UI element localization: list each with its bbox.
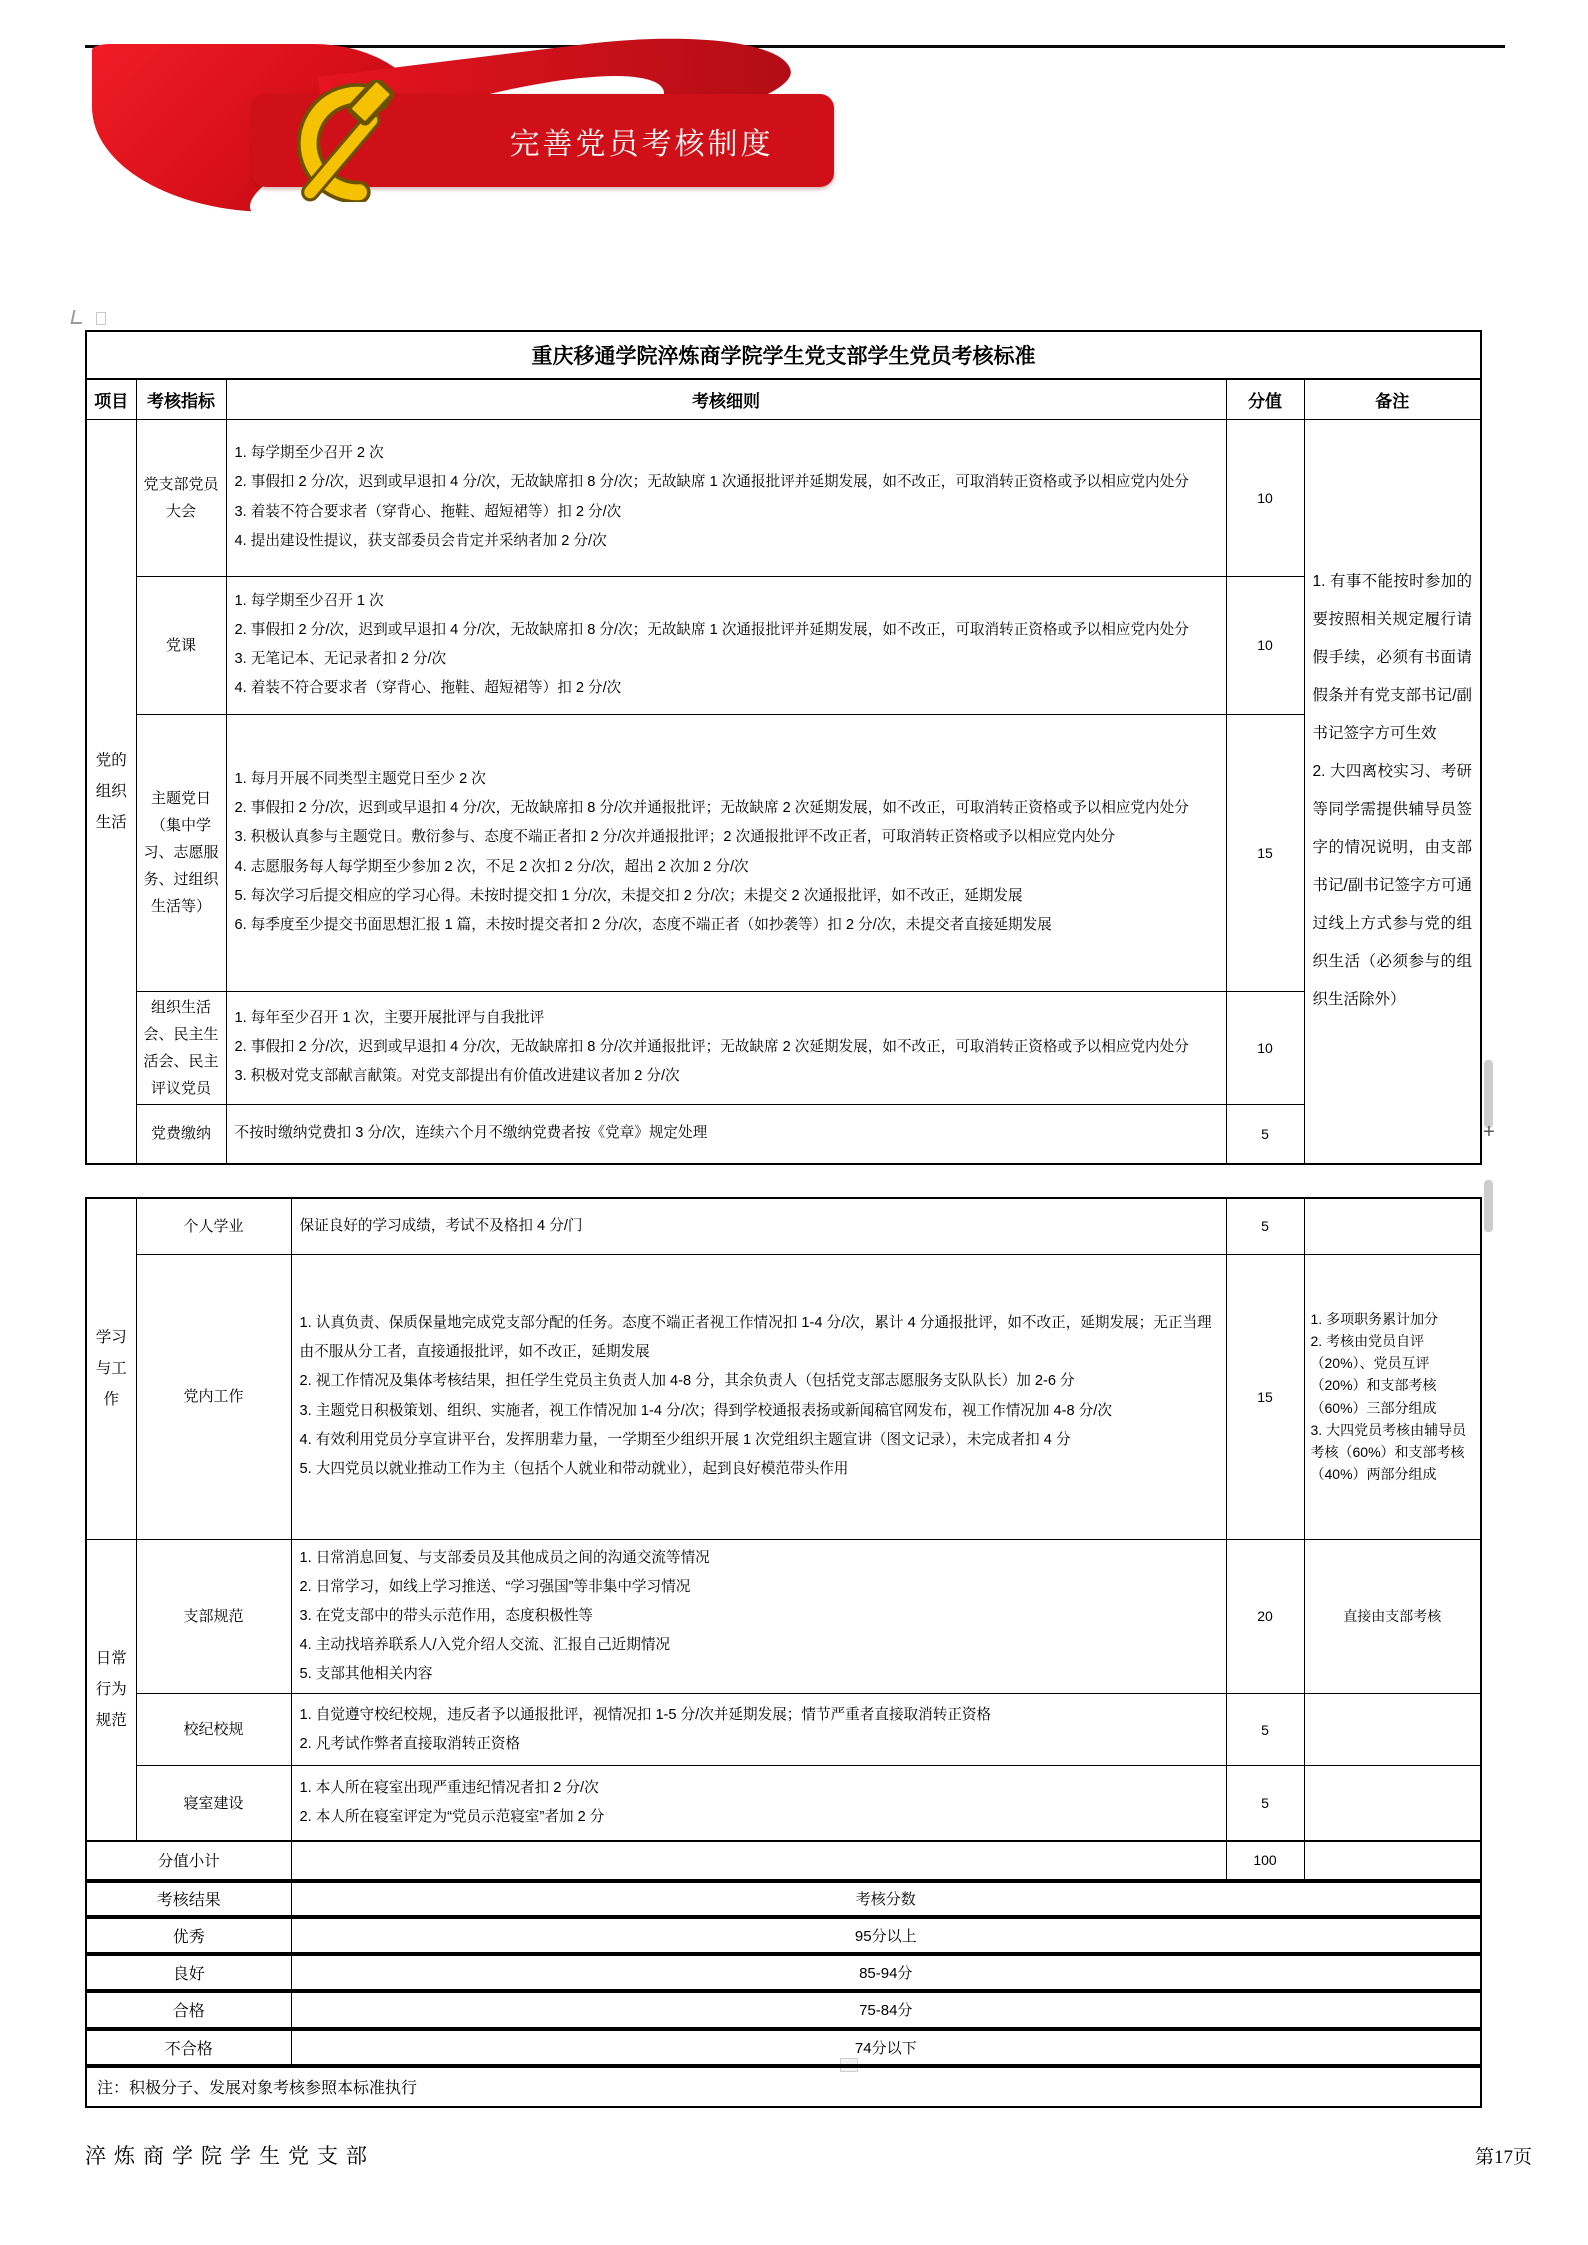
score-value: 10 <box>1226 419 1304 576</box>
grade-label: 良好 <box>86 1954 291 1991</box>
grade-value: 考核分数 <box>291 1881 1481 1917</box>
indicator-label: 组织生活会、民主生活会、民主评议党员 <box>136 991 226 1104</box>
table-row <box>86 1254 1481 1539</box>
row-remark <box>1304 1254 1481 1539</box>
text-line: 3. 在党支部中的带头示范作用，态度积极性等 <box>299 1607 594 1624</box>
score-value: 15 <box>1226 714 1304 991</box>
grade-value: 74分以下 <box>291 2029 1481 2066</box>
row-remark <box>1304 1539 1481 1694</box>
text-line: 3. 着装不符合要求者（穿背心、拖鞋、超短裙等）扣 2 分/次 <box>234 503 622 520</box>
footer-page-number: 第17页 <box>1474 2147 1532 2168</box>
text-line: 2. 凡考试作弊者直接取消转正资格 <box>299 1735 521 1752</box>
header-detail: 考核细则 <box>226 379 1226 419</box>
subtotal-detail <box>291 1841 1226 1881</box>
text-line: 2. 事假扣 2 分/次，迟到或早退扣 4 分/次，无故缺席扣 8 分/次并通报批评；无故缺席 2 次延期发展，如不改正，可取消转正资格或予以相应党内处分 <box>234 800 1189 817</box>
party-emblem-icon <box>272 80 412 202</box>
table-row <box>86 1198 1481 1254</box>
score-value: 5 <box>1226 1766 1304 1841</box>
grade-label: 考核结果 <box>86 1881 291 1917</box>
indicator-label: 主题党日（集中学习、志愿服务、过组织生活等） <box>136 714 226 991</box>
assessment-details <box>291 1198 1226 1254</box>
table-remark <box>1304 419 1481 1164</box>
text-line: 4. 主动找培养联系人/入党介绍人交流、汇报自己近期情况 <box>299 1637 671 1654</box>
category-label: 日常行为规范 <box>86 1539 136 1841</box>
assessment-details <box>291 1694 1226 1766</box>
table-row <box>86 714 1481 991</box>
assessment-details <box>291 1254 1226 1539</box>
header-score: 分值 <box>1226 379 1304 419</box>
table-row <box>86 1694 1481 1766</box>
text-line: 3. 无笔记本、无记录者扣 2 分/次 <box>234 651 447 667</box>
table-note: 注：积极分子、发展对象考核参照本标准执行 <box>86 2066 1481 2107</box>
table-row <box>86 576 1481 714</box>
text-line: 1. 自觉遵守校纪校规，违反者予以通报批评，视情况扣 1-5 分/次并延期发展；情节严重者直接取消转正资格 <box>299 1706 992 1723</box>
table-row <box>86 1766 1481 1841</box>
table-row <box>86 1991 1481 2029</box>
text-line: 2. 日常学习，如线上学习推送、“学习强国”等非集中学习情况 <box>299 1578 691 1595</box>
text-line: 不按时缴纳党费扣 3 分/次，连续六个月不缴纳党费者按《党章》规定处理 <box>234 1125 708 1142</box>
indicator-label: 寝室建设 <box>136 1766 291 1841</box>
table-row <box>86 1954 1481 1991</box>
footer-org-name: 淬炼商学院学生党支部 <box>85 2144 375 2168</box>
text-line: 2. 视工作情况及集体考核结果，担任学生党员主负责人加 4-8 分，其余负责人（包括党支部志愿服务支队队长）加 2-6 分 <box>299 1373 1075 1390</box>
assessment-details <box>226 991 1226 1104</box>
text-line: 1. 每年至少召开 1 次，主要开展批评与自我批评 <box>234 1009 545 1026</box>
assessment-details <box>291 1766 1226 1841</box>
text-line: 5. 支部其他相关内容 <box>299 1666 433 1683</box>
table-row <box>86 419 1481 576</box>
text-line: 6. 每季度至少提交书面思想汇报 1 篇，未按时提交者扣 2 分/次，态度不端正者（如抄袭等）扣 2 分/次，未提交者直接延期发展 <box>234 916 1052 933</box>
table-row <box>86 991 1481 1104</box>
table-title-row <box>86 331 1481 379</box>
text-line: 保证良好的学习成绩，考试不及格扣 4 分/门 <box>299 1217 583 1234</box>
text-line: 1. 每学期至少召开 1 次 <box>234 592 384 609</box>
grade-value: 75-84分 <box>291 1991 1481 2029</box>
assessment-details <box>291 1539 1226 1694</box>
text-line: 3. 主题党日积极策划、组织、实施者，视工作情况加 1-4 分/次；得到学校通报表扬或新闻稿官网发布，视工作情况加 4-8 分/次 <box>299 1402 1112 1419</box>
text-line: 1. 日常消息回复、与支部委员及其他成员之间的沟通交流等情况 <box>299 1549 710 1566</box>
paragraph-mark <box>96 312 106 325</box>
document-body <box>85 330 1480 2108</box>
subtotal-remark <box>1304 1841 1481 1881</box>
grade-value: 95分以上 <box>291 1917 1481 1954</box>
text-line: 4. 提出建设性提议，获支部委员会肯定并采纳者加 2 分/次 <box>234 532 607 549</box>
text-line: 1. 每月开展不同类型主题党日至少 2 次 <box>234 770 486 787</box>
grade-value: 85-94分 <box>291 1954 1481 1991</box>
cursor-mark <box>71 310 85 324</box>
score-value: 15 <box>1226 1254 1304 1539</box>
table-row <box>86 1881 1481 1917</box>
indicator-label: 校纪校规 <box>136 1694 291 1766</box>
table-row <box>86 1539 1481 1694</box>
grade-label: 不合格 <box>86 2029 291 2066</box>
row-remark <box>1304 1694 1481 1766</box>
text-line: 2. 考核由党员自评（20%）、党员互评（20%）和支部考核（60%）三部分组成 <box>1310 1333 1437 1416</box>
subtotal-score: 100 <box>1226 1841 1304 1881</box>
text-line: 1. 多项职务累计加分 <box>1310 1311 1439 1328</box>
score-value: 5 <box>1226 1694 1304 1766</box>
score-value: 10 <box>1226 991 1304 1104</box>
table-row <box>86 1104 1481 1164</box>
header-item: 项目 <box>86 379 136 419</box>
score-value: 5 <box>1226 1198 1304 1254</box>
grade-label: 合格 <box>86 1991 291 2029</box>
text-line: 3. 大四党员考核由辅导员考核（60%）和支部考核（40%）两部分组成 <box>1310 1421 1467 1482</box>
text-line: 3. 积极对党支部献言献策。对党支部提出有价值改进建议者加 2 分/次 <box>234 1068 680 1085</box>
table-row <box>86 2029 1481 2066</box>
score-value: 20 <box>1226 1539 1304 1694</box>
subtotal-label: 分值小计 <box>86 1841 291 1881</box>
header-remark: 备注 <box>1304 379 1481 419</box>
row-remark <box>1304 1766 1481 1841</box>
text-line: 5. 每次学习后提交相应的学习心得。未按时提交扣 1 分/次，未提交扣 2 分/次；未提交 2 次通报批评，如不改正，延期发展 <box>234 887 1023 904</box>
indicator-label: 党费缴纳 <box>136 1104 226 1164</box>
text-line: 3. 积极认真参与主题党日。敷衍参与、态度不端正者扣 2 分/次并通报批评；2 次通报批评不改正者，可取消转正资格或予以相应党内处分 <box>234 829 1116 846</box>
assessment-details <box>226 714 1226 991</box>
text-line: 直接由支部考核 <box>1343 1608 1442 1625</box>
text-line: 1. 有事不能按时参加的要按照相关规定履行请假手续，必须有书面请假条并有党支部书记/副书记签字方可生效 <box>1312 573 1473 743</box>
text-line: 2. 本人所在寝室评定为“党员示范寝室”者加 2 分 <box>299 1809 605 1826</box>
row-remark <box>1304 1198 1481 1254</box>
indicator-label: 党内工作 <box>136 1254 291 1539</box>
text-line: 1. 本人所在寝室出现严重违纪情况者扣 2 分/次 <box>299 1780 599 1796</box>
category-label: 党的组织生活 <box>86 419 136 1164</box>
assessment-table-study-behavior <box>85 1197 1482 2108</box>
header-indicator: 考核指标 <box>136 379 226 419</box>
indicator-label: 党支部党员大会 <box>136 419 226 576</box>
assessment-table-organization <box>85 330 1482 1165</box>
banner-title: 完善党员考核制度 <box>509 127 774 161</box>
assessment-details <box>226 1104 1226 1164</box>
text-line: 2. 事假扣 2 分/次，迟到或早退扣 4 分/次，无故缺席扣 8 分/次；无故缺席 1 次通报批评并延期发展，如不改正，可取消转正资格或予以相应党内处分 <box>234 621 1189 638</box>
text-line: 5. 大四党员以就业推动工作为主（包括个人就业和带动就业），起到良好模范带头作用 <box>299 1460 849 1477</box>
table-row <box>86 1917 1481 1954</box>
indicator-label: 党课 <box>136 576 226 714</box>
score-value: 5 <box>1226 1104 1304 1164</box>
indicator-label: 支部规范 <box>136 1539 291 1694</box>
table-row <box>86 1841 1481 1881</box>
assessment-details <box>226 576 1226 714</box>
table-row <box>86 2066 1481 2107</box>
text-line: 2. 事假扣 2 分/次，迟到或早退扣 4 分/次，无故缺席扣 8 分/次；无故缺席 1 次通报批评并延期发展，如不改正，可取消转正资格或予以相应党内处分 <box>234 474 1189 491</box>
grade-label: 优秀 <box>86 1917 291 1954</box>
assessment-details <box>226 419 1226 576</box>
text-line: 4. 有效利用党员分享宣讲平台，发挥朋辈力量，一学期至少组织开展 1 次党组织主题宣讲（图文记录），未完成者扣 4 分 <box>299 1431 1071 1448</box>
text-line: 4. 着装不符合要求者（穿背心、拖鞋、超短裙等）扣 2 分/次 <box>234 680 622 697</box>
table-header-row <box>86 379 1481 419</box>
table-title: 重庆移通学院淬炼商学院学生党支部学生党员考核标准 <box>86 331 1481 379</box>
score-value: 10 <box>1226 576 1304 714</box>
text-line: 2. 事假扣 2 分/次，迟到或早退扣 4 分/次，无故缺席扣 8 分/次并通报批评；无故缺席 2 次延期发展，如不改正，可取消转正资格或予以相应党内处分 <box>234 1038 1189 1055</box>
scrollbar-thumb[interactable] <box>1484 1180 1493 1232</box>
plus-icon[interactable]: + <box>1483 1121 1495 1143</box>
category-label: 学习与工作 <box>86 1198 136 1539</box>
text-line: 1. 每学期至少召开 2 次 <box>234 445 384 462</box>
text-line: 2. 大四离校实习、考研等同学需提供辅导员签字的情况说明，由支部书记/副书记签字方可通过线上方式参与党的组织生活（必须参与的组织生活除外） <box>1312 763 1473 1009</box>
text-line: 1. 认真负责、保质保量地完成党支部分配的任务。态度不端正者视工作情况扣 1-4 分/次，累计 4 分通报批评，如不改正，延期发展；无正当理由不服从分工者，直接通报批评，如不改正，延期发展 <box>299 1314 1212 1361</box>
scrollbar-thumb[interactable] <box>1484 1060 1493 1128</box>
indicator-label: 个人学业 <box>136 1198 291 1254</box>
text-line: 4. 志愿服务每人每学期至少参加 2 次，不足 2 次扣 2 分/次，超出 2 次加 2 分/次 <box>234 858 749 875</box>
